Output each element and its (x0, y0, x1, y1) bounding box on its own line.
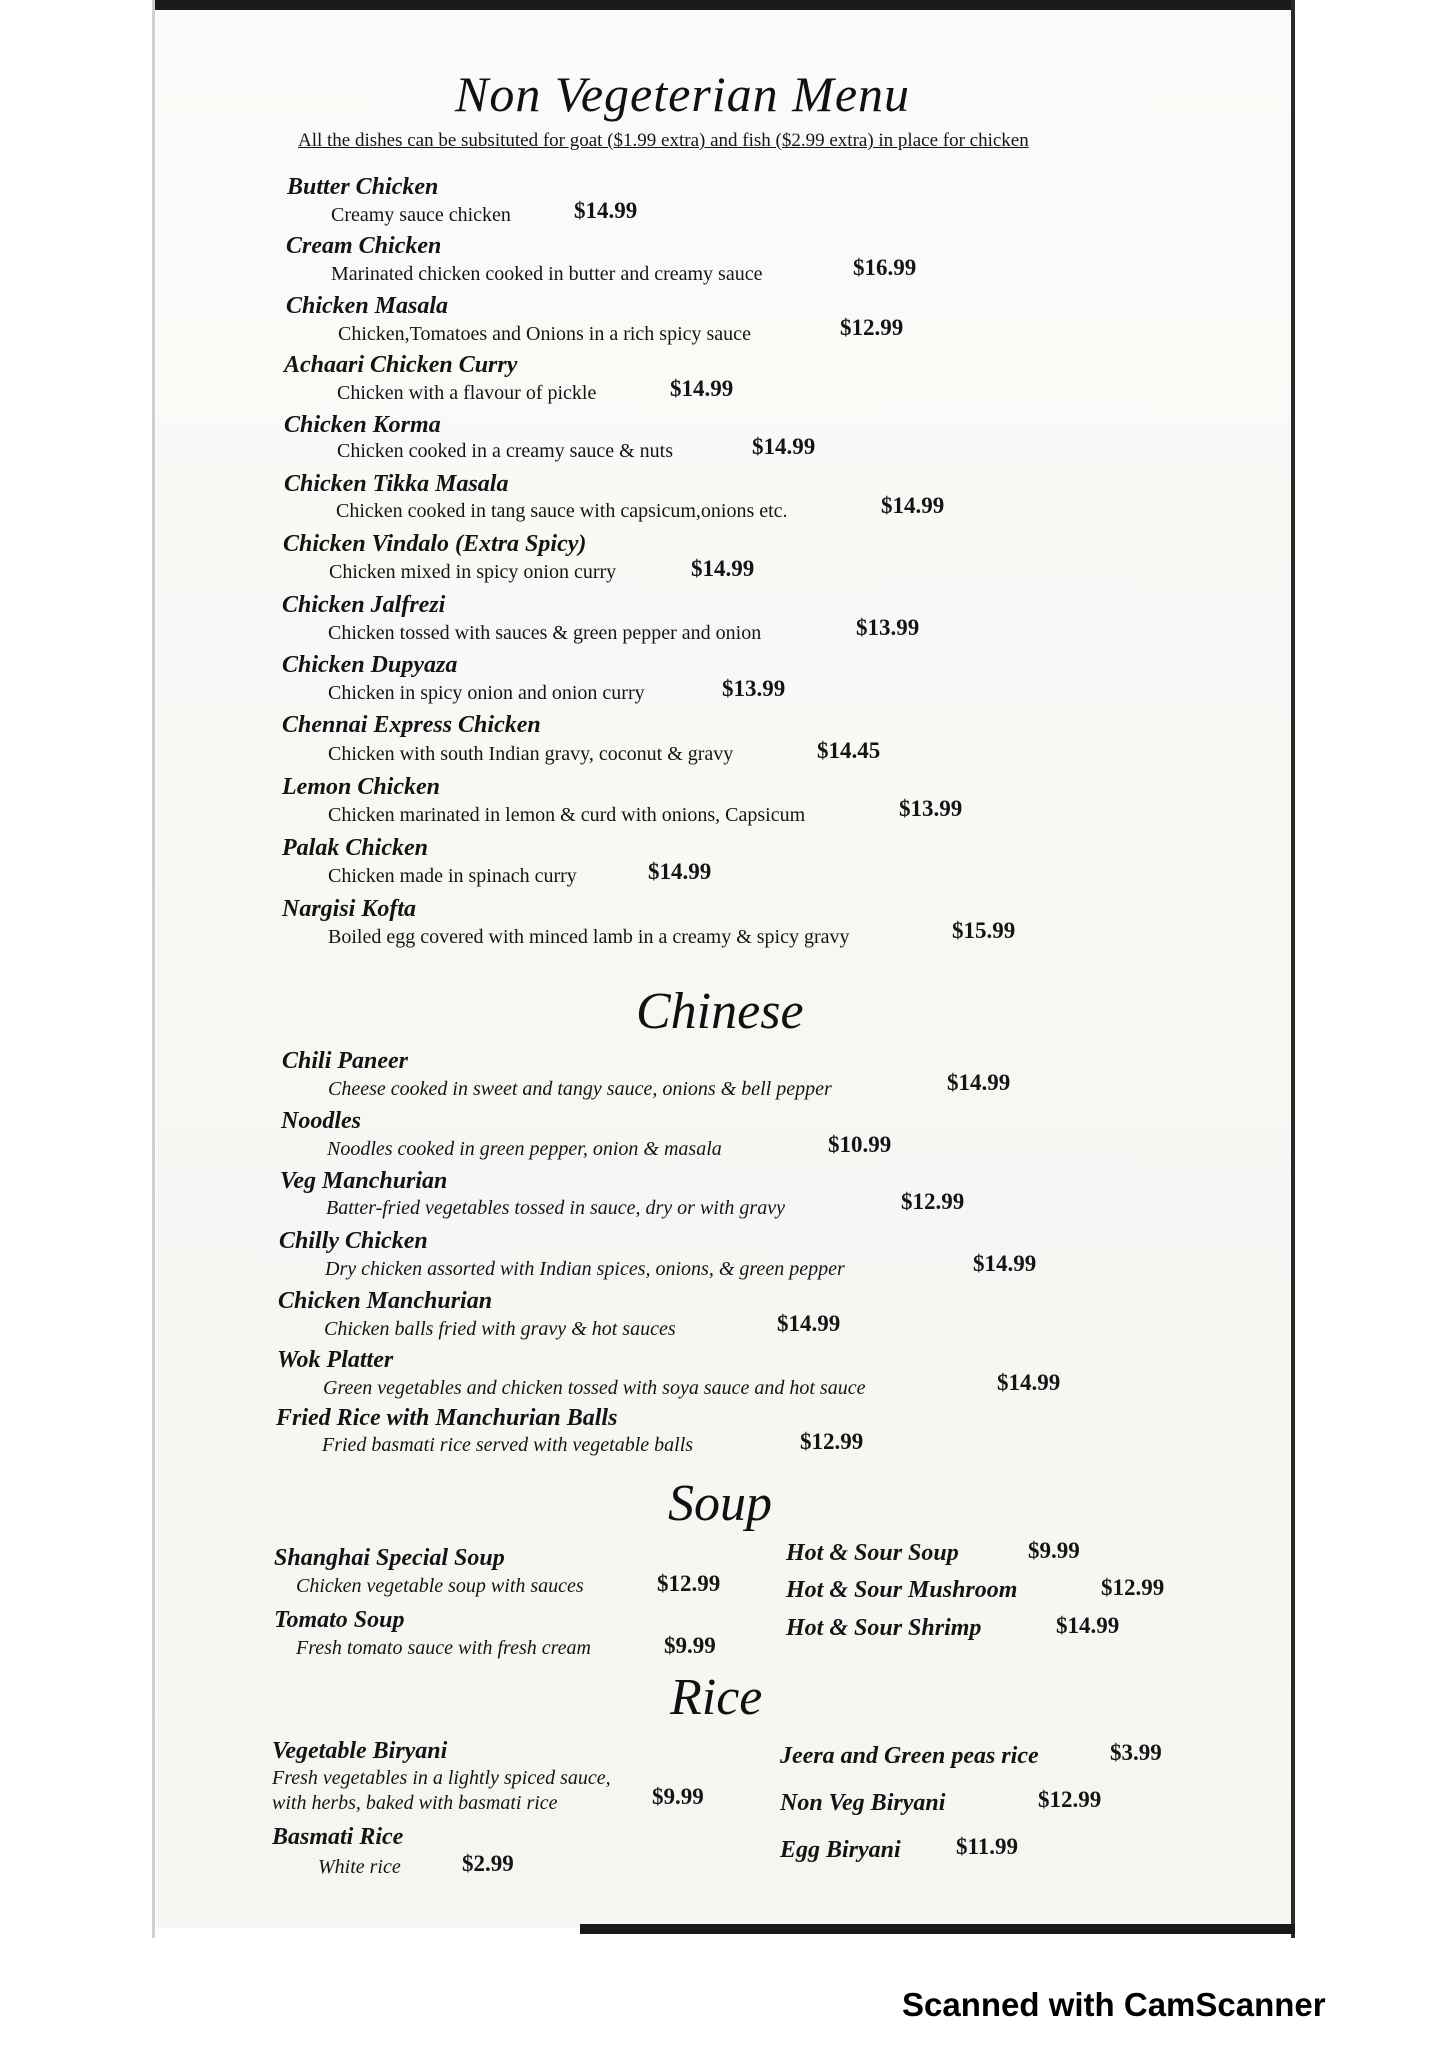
item-name: Veg Manchurian (280, 1168, 448, 1194)
item-name: Chicken Jalfrezi (282, 592, 446, 618)
item-name: Fried Rice with Manchurian Balls (276, 1405, 618, 1431)
item-price: $9.99 (664, 1633, 716, 1658)
item-name: Vegetable Biryani (272, 1738, 448, 1764)
item-name: Non Veg Biryani (780, 1790, 946, 1816)
item-price: $14.99 (691, 556, 755, 581)
item-name: Lemon Chicken (282, 774, 441, 800)
item-price: $14.99 (881, 493, 945, 518)
substitution-notice: All the dishes can be subsituted for goat ($1.99 extra) and fish ($2.99 extra) in place for chicken (298, 130, 1029, 151)
item-description: Chicken vegetable soup with sauces (296, 1575, 584, 1597)
item-price: $14.45 (817, 738, 881, 763)
item-name: Cream Chicken (286, 233, 442, 259)
item-description: Chicken tossed with sauces & green pepper and onion (328, 622, 762, 644)
item-price: $14.99 (752, 434, 816, 459)
item-description: Noodles cooked in green pepper, onion & masala (327, 1138, 722, 1160)
section-title-rice: Rice (670, 1669, 763, 1726)
item-price: $14.99 (777, 1311, 841, 1336)
item-name: Hot & Sour Mushroom (786, 1577, 1018, 1603)
section-title-chinese: Chinese (636, 983, 804, 1040)
item-name: Chili Paneer (282, 1048, 409, 1074)
item-price: $12.99 (1101, 1575, 1165, 1600)
item-description: Chicken marinated in lemon & curd with onions, Capsicum (328, 804, 806, 826)
item-price: $13.99 (722, 676, 786, 701)
item-price: $2.99 (462, 1851, 514, 1876)
item-price: $14.99 (648, 859, 712, 884)
item-description: Chicken in spicy onion and onion curry (328, 682, 645, 704)
item-price: $12.99 (800, 1429, 864, 1454)
item-name: Palak Chicken (282, 835, 429, 861)
item-price: $12.99 (840, 315, 904, 340)
item-name: Wok Platter (277, 1347, 394, 1373)
item-price: $15.99 (952, 918, 1016, 943)
item-name: Chicken Korma (284, 412, 441, 438)
item-name: Tomato Soup (274, 1607, 405, 1633)
item-price: $14.99 (670, 376, 734, 401)
item-price: $3.99 (1110, 1740, 1162, 1765)
item-description: Cheese cooked in sweet and tangy sauce, onions & bell pepper (328, 1078, 832, 1100)
scan-edge-bottom (580, 1924, 1295, 1934)
item-price: $9.99 (652, 1784, 704, 1809)
item-price: $12.99 (1038, 1787, 1102, 1812)
item-description: Fresh vegetables in a lightly spiced sauce, (272, 1767, 611, 1789)
item-name: Chennai Express Chicken (282, 712, 541, 738)
menu-title: Non Vegeterian Menu (455, 66, 911, 122)
scanner-watermark: Scanned with CamScanner (902, 1986, 1326, 2023)
item-name: Chilly Chicken (279, 1228, 428, 1254)
item-name: Chicken Dupyaza (282, 652, 458, 678)
item-name: Egg Biryani (780, 1837, 901, 1863)
item-name: Achaari Chicken Curry (284, 352, 518, 378)
section-title-soup: Soup (668, 1475, 772, 1532)
item-description: Chicken cooked in tang sauce with capsicum,onions etc. (336, 500, 788, 522)
item-description: Chicken,Tomatoes and Onions in a rich spicy sauce (338, 323, 751, 345)
item-description-line2: with herbs, baked with basmati rice (272, 1792, 558, 1814)
item-price: $10.99 (828, 1132, 892, 1157)
item-price: $14.99 (973, 1251, 1037, 1276)
item-name: Chicken Masala (286, 293, 449, 319)
item-description: Boiled egg covered with minced lamb in a creamy & spicy gravy (328, 926, 850, 948)
item-description: Green vegetables and chicken tossed with soya sauce and hot sauce (323, 1377, 866, 1399)
item-description: Fresh tomato sauce with fresh cream (296, 1637, 591, 1659)
item-description: Chicken cooked in a creamy sauce & nuts (337, 440, 673, 462)
item-price: $11.99 (956, 1834, 1018, 1859)
item-name: Hot & Sour Shrimp (786, 1615, 982, 1641)
scan-edge-left (152, 0, 155, 1938)
item-price: $14.99 (947, 1070, 1011, 1095)
item-name: Basmati Rice (272, 1824, 404, 1850)
item-name: Chicken Manchurian (278, 1288, 493, 1314)
item-description: Dry chicken assorted with Indian spices, onions, & green pepper (325, 1258, 845, 1280)
item-description: Fried basmati rice served with vegetable balls (322, 1434, 694, 1456)
item-price: $13.99 (856, 615, 920, 640)
item-name: Hot & Sour Soup (786, 1540, 959, 1566)
item-name: Chicken Tikka Masala (284, 471, 509, 497)
item-price: $9.99 (1028, 1538, 1080, 1563)
item-description: Creamy sauce chicken (331, 204, 511, 226)
item-price: $16.99 (853, 255, 917, 280)
item-description: Chicken balls fried with gravy & hot sauces (324, 1318, 676, 1340)
scan-edge-right (1291, 0, 1295, 1938)
item-name: Jeera and Green peas rice (780, 1743, 1039, 1769)
item-description: White rice (318, 1856, 401, 1878)
item-description: Chicken made in spinach curry (328, 865, 577, 887)
item-price: $12.99 (657, 1571, 721, 1596)
item-name: Chicken Vindalo (Extra Spicy) (283, 531, 587, 557)
item-name: Nargisi Kofta (282, 896, 417, 922)
item-name: Shanghai Special Soup (274, 1545, 505, 1571)
scan-edge-top (152, 0, 1294, 10)
item-price: $13.99 (899, 796, 963, 821)
item-description: Chicken mixed in spicy onion curry (329, 561, 617, 583)
item-name: Noodles (281, 1108, 361, 1134)
item-description: Batter-fried vegetables tossed in sauce, dry or with gravy (326, 1197, 785, 1219)
item-description: Marinated chicken cooked in butter and creamy sauce (331, 263, 763, 285)
item-description: Chicken with a flavour of pickle (337, 382, 597, 404)
item-price: $14.99 (574, 198, 638, 223)
item-name: Butter Chicken (287, 174, 439, 200)
item-price: $14.99 (1056, 1613, 1120, 1638)
item-price: $12.99 (901, 1189, 965, 1214)
item-price: $14.99 (997, 1370, 1061, 1395)
item-description: Chicken with south Indian gravy, coconut & gravy (328, 743, 734, 765)
